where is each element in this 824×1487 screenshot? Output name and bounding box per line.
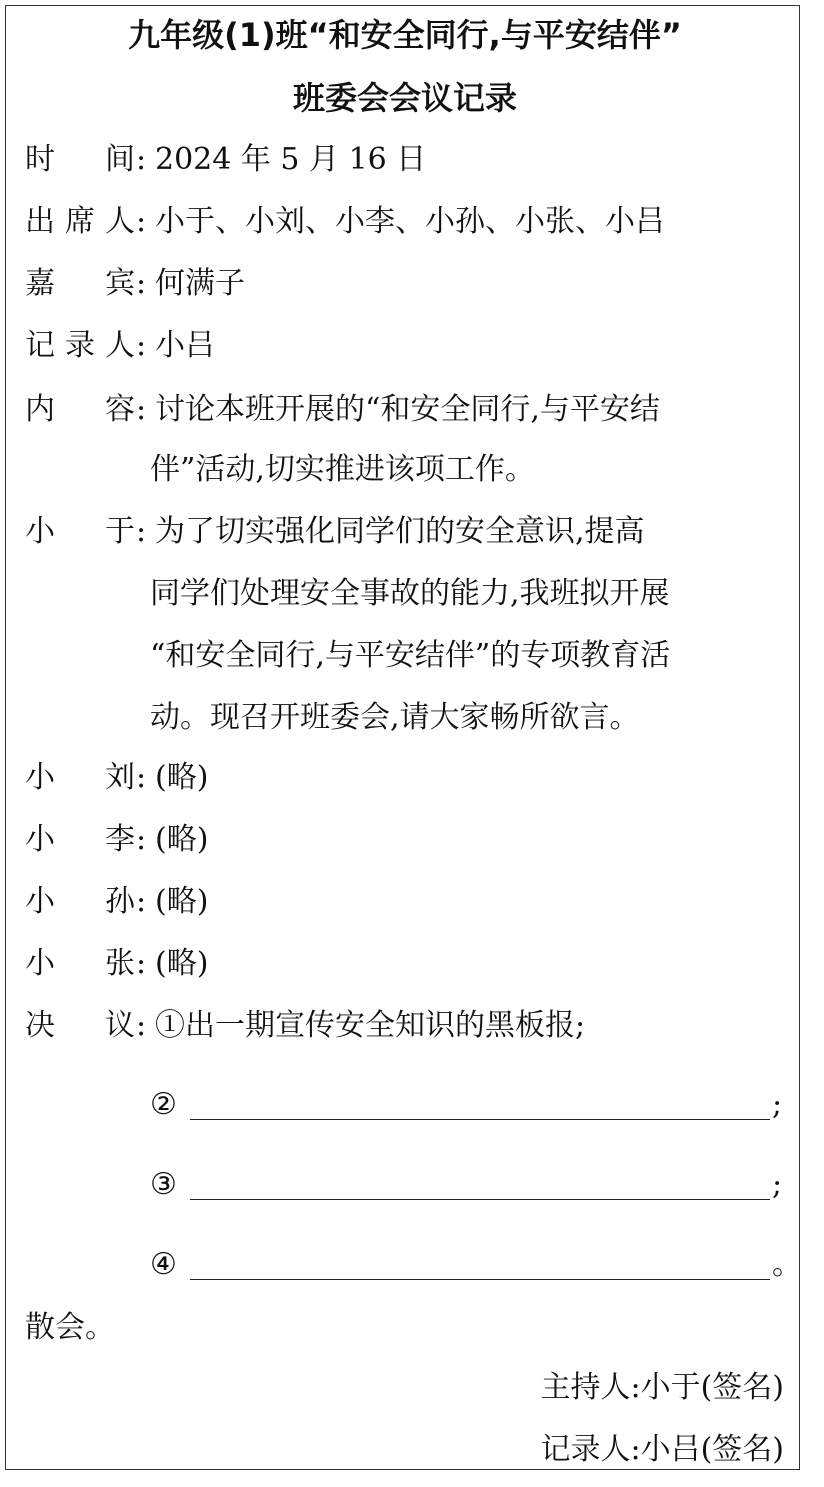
field-value: (略): [155, 822, 209, 857]
field-value: 何满子: [155, 266, 245, 301]
field-label: 小 李: [25, 822, 135, 857]
field-label: 小 孙: [25, 884, 135, 919]
end-punctuation: ;: [772, 1167, 783, 1202]
field-value: 讨论本班开展的“和安全同行,与平安结: [155, 392, 660, 427]
field-value: 2024 年 5 月 16 日: [155, 142, 427, 177]
colon: :: [136, 822, 147, 857]
field-label: 嘉 宾: [25, 266, 135, 301]
colon: :: [136, 392, 147, 427]
field-label: 小 于: [25, 514, 135, 549]
colon: :: [136, 1008, 147, 1043]
fill-in-blank[interactable]: [190, 1199, 770, 1200]
field-label: 记 录 人: [25, 328, 135, 363]
document-subtitle: 班委会会议记录: [292, 79, 517, 117]
field-label: 小 张: [25, 946, 135, 981]
fill-in-blank[interactable]: [190, 1119, 770, 1120]
adjourn-text: 散会。: [25, 1310, 115, 1345]
field-label: 出 席 人: [25, 204, 135, 239]
field-value: 小于、小刘、小李、小孙、小张、小吕: [155, 204, 665, 239]
colon: :: [136, 328, 147, 363]
item-number: ④: [150, 1247, 177, 1282]
field-xiaoyu-continuation: 同学们处理安全事故的能力,我班拟开展: [150, 576, 670, 611]
field-value: (略): [155, 946, 209, 981]
field-value: ①出一期宣传安全知识的黑板报;: [155, 1008, 586, 1043]
field-value: 小吕: [155, 328, 215, 363]
field-label: 时 间: [25, 142, 135, 177]
colon: :: [136, 760, 147, 795]
colon: :: [136, 142, 147, 177]
item-number: ②: [150, 1087, 177, 1122]
item-number: ③: [150, 1167, 177, 1202]
field-value: (略): [155, 884, 209, 919]
colon: :: [136, 266, 147, 301]
end-punctuation: 。: [772, 1247, 802, 1282]
field-label: 内 容: [25, 392, 135, 427]
fill-in-blank[interactable]: [190, 1279, 770, 1280]
field-label: 小 刘: [25, 760, 135, 795]
host-signature: 主持人:小于(签名): [540, 1370, 784, 1405]
document-title: 九年级(1)班“和安全同行,与平安结伴”: [128, 16, 682, 54]
field-value: 为了切实强化同学们的安全意识,提高: [155, 514, 645, 549]
colon: :: [136, 514, 147, 549]
field-xiaoyu-continuation: “和安全同行,与平安结伴”的专项教育活: [150, 638, 671, 673]
end-punctuation: ;: [772, 1087, 783, 1122]
field-xiaoyu-continuation: 动。现召开班委会,请大家畅所欲言。: [150, 700, 640, 735]
colon: :: [136, 204, 147, 239]
field-label: 决 议: [25, 1008, 135, 1043]
field-value: (略): [155, 760, 209, 795]
field-content-continuation: 伴”活动,切实推进该项工作。: [150, 452, 535, 487]
colon: :: [136, 946, 147, 981]
recorder-signature: 记录人:小吕(签名): [540, 1432, 784, 1467]
colon: :: [136, 884, 147, 919]
